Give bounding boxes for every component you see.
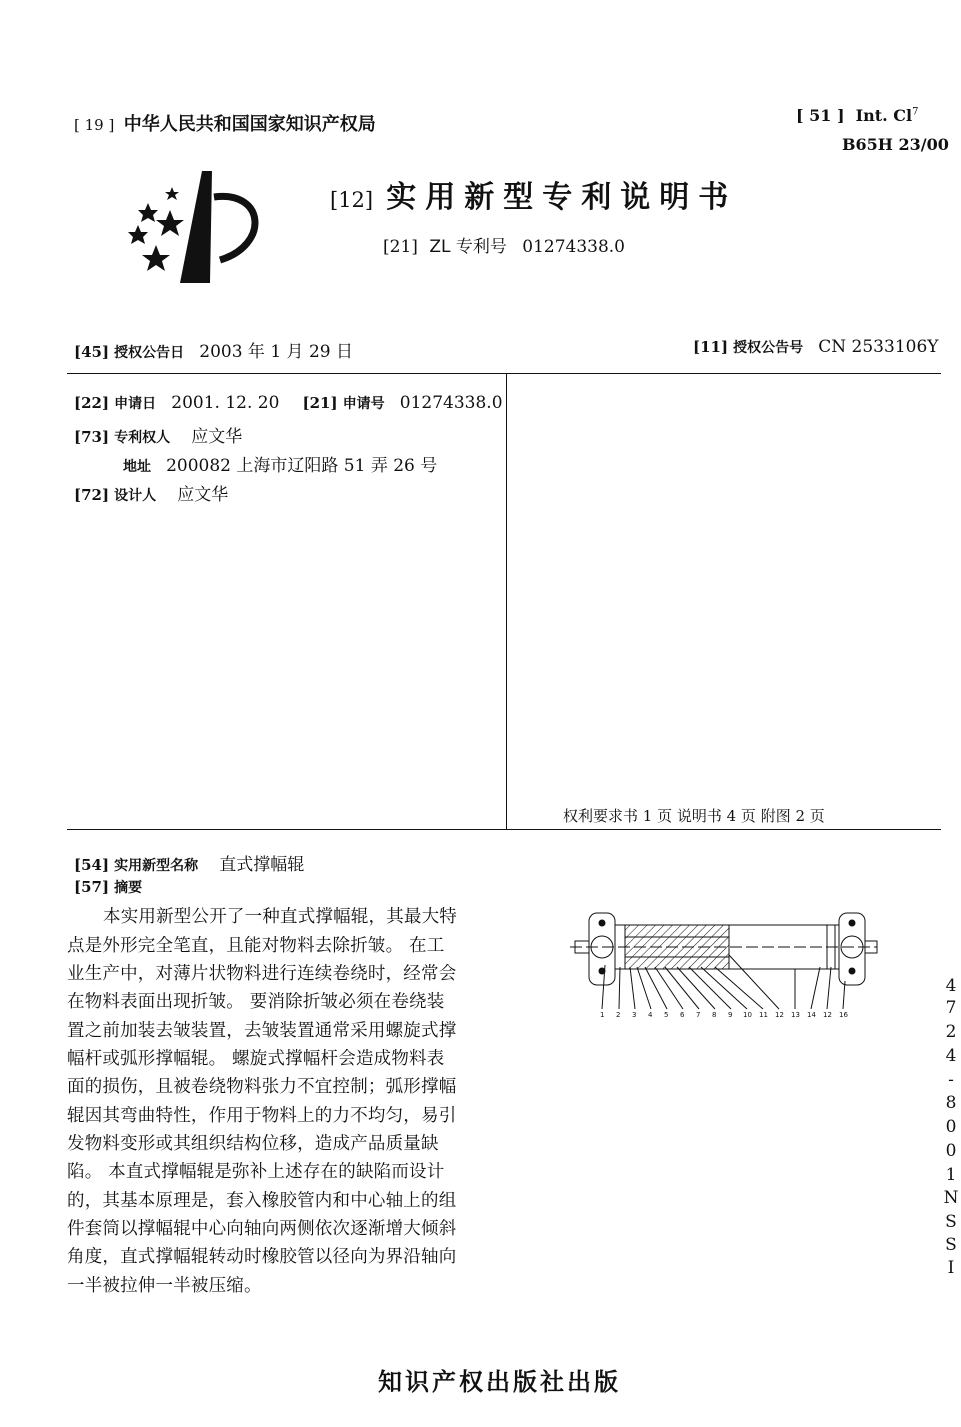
office-name: 中华人民共和国国家知识产权局	[123, 114, 376, 135]
doc-type-title: 实用新型专利说明书	[386, 180, 738, 215]
abstract-line: 在物料表面出现折皱。 要消除折皱必须在卷绕装	[67, 992, 445, 1012]
office-line	[74, 110, 376, 136]
address-line	[123, 451, 437, 476]
abstract-line: 一半被拉伸一半被压缩。	[67, 1276, 262, 1296]
intcl-sup: 7	[912, 106, 919, 118]
patent-no-label: ZL 专利号	[429, 237, 507, 257]
title-tag: [54]	[74, 856, 110, 874]
issn-char: 4	[945, 1046, 957, 1066]
leader-line	[619, 967, 620, 1009]
leader-line	[827, 967, 831, 1009]
app-value: 01274338.0	[399, 393, 503, 413]
part-label: 16	[839, 1011, 848, 1019]
sectioned-sleeves	[625, 925, 729, 969]
app-tag: [21]	[302, 394, 338, 412]
title-value: 直式撑幅辊	[219, 855, 305, 875]
part-label: 12	[775, 1011, 784, 1019]
patent-no-line	[383, 232, 625, 257]
part-label: 14	[807, 1011, 816, 1019]
right-bolt-bottom	[849, 968, 855, 974]
issn-char: I	[947, 1258, 955, 1278]
issn-char: S	[945, 1235, 957, 1255]
pub-no-value: CN 2533106Y	[818, 337, 939, 357]
issn-char: -	[948, 1070, 954, 1090]
issn-char: 4	[945, 976, 957, 996]
filing-label: 申请日	[114, 396, 157, 412]
part-label: 5	[664, 1011, 669, 1019]
abstract-tag: [57]	[74, 878, 110, 896]
owner-value: 应文华	[191, 427, 243, 447]
logo-star-1	[138, 203, 158, 222]
doc-type-tag: [12]	[330, 188, 374, 212]
publisher: 知识产权出版社出版	[378, 1368, 621, 1396]
abstract-line: 的，其基本原理是，套入橡胶管内和中心轴上的组	[67, 1191, 457, 1211]
abstract-line: 面的损伤，且被卷绕物料张力不宜控制；弧形撑幅	[67, 1077, 457, 1097]
part-label: 2	[616, 1011, 621, 1019]
grant-date-tag: [45]	[74, 343, 110, 361]
leader-line	[637, 967, 651, 1009]
issn-char: 7	[945, 998, 957, 1018]
abstract-heading	[74, 877, 152, 897]
owner-line	[74, 422, 242, 447]
part-label: 10	[743, 1011, 752, 1019]
abstract-line: 幅杆或弧形撑幅辊。 螺旋式撑幅杆会造成物料表	[67, 1049, 445, 1069]
office-tag: [ 19 ]	[74, 116, 115, 134]
title-line	[74, 850, 304, 875]
issn-char: 0	[945, 1141, 957, 1161]
issn-char: 1	[945, 1165, 957, 1185]
logo-star-2	[156, 210, 184, 236]
divider-top	[67, 373, 941, 374]
right-bolt-top	[849, 920, 855, 926]
pub-no-tag: [11]	[693, 338, 729, 356]
cnipa-logo	[120, 165, 280, 290]
part-label: 4	[648, 1011, 653, 1019]
abstract-line: 发物料变形或其组织结构位移，造成产品质量缺	[67, 1134, 439, 1154]
patent-no-tag: [21]	[383, 237, 418, 257]
abstract-label: 摘要	[114, 880, 143, 896]
grant-date-label: 授权公告日	[114, 345, 185, 361]
logo-star-4	[142, 245, 170, 271]
leader-line	[811, 967, 820, 1009]
part-label: 11	[759, 1011, 768, 1019]
issn-char: 2	[945, 1022, 957, 1042]
part-label: 12	[823, 1011, 832, 1019]
app-label: 申请号	[342, 396, 385, 412]
left-bolt-top	[599, 920, 605, 926]
issn-char: 8	[945, 1093, 957, 1113]
pub-no-line	[693, 337, 939, 357]
issn-char: S	[945, 1212, 957, 1232]
abstract-line: 业生产中，对薄片状物料进行连续卷绕时，经常会	[67, 964, 457, 984]
part-label: 3	[632, 1011, 637, 1019]
intcl-tag: [ 51 ]	[796, 106, 845, 125]
leader-line	[655, 967, 683, 1009]
abstract-line: 件套筒以撑幅辊中心向轴向两侧依次逐渐增大倾斜	[67, 1219, 457, 1239]
part-label: 7	[696, 1011, 701, 1019]
logo-star-3	[128, 225, 148, 244]
issn-char: N	[943, 1188, 959, 1208]
intcl-code: B65H 23/00	[842, 135, 949, 154]
address-value: 200082 上海市辽阳路 51 弄 26 号	[166, 456, 438, 476]
owner-label: 专利权人	[114, 430, 171, 446]
owner-tag: [73]	[74, 428, 110, 446]
intcl-label: Int. Cl	[855, 106, 913, 125]
designer-tag: [72]	[74, 486, 110, 504]
issn-char: 0	[945, 1117, 957, 1137]
leader-line	[715, 967, 763, 1009]
patent-no-value: 01274338.0	[522, 237, 625, 257]
abstract-line: 置之前加装去皱装置，去皱装置通常采用螺旋式撑	[67, 1021, 457, 1041]
page-counts: 权利要求书 1 页 说明书 4 页 附图 2 页	[563, 807, 825, 825]
filing-value: 2001. 12. 20	[171, 393, 280, 413]
doc-type-line	[330, 172, 737, 216]
title-label: 实用新型名称	[114, 858, 199, 874]
abstract-line: 辊因其弯曲特性，作用于物料上的力不均匀，易引	[67, 1106, 457, 1126]
designer-label: 设计人	[114, 488, 157, 504]
roller-drawing	[565, 905, 885, 1020]
divider-vertical	[506, 373, 507, 830]
intcl-line	[796, 106, 918, 125]
abstract-line: 陷。 本直式撑幅辊是弥补上述存在的缺陷而设计	[67, 1162, 445, 1182]
leader-line	[630, 967, 635, 1009]
leader-line	[843, 981, 845, 1009]
leader-line	[665, 967, 699, 1009]
abstract-line: 本实用新型公开了一种直式撑幅辊，其最大特	[103, 907, 457, 927]
grant-date-line	[74, 337, 353, 362]
designer-value: 应文华	[177, 485, 229, 505]
logo-star-small	[165, 187, 179, 200]
part-label: 8	[712, 1011, 717, 1019]
part-label: 6	[680, 1011, 685, 1019]
part-label: 13	[791, 1011, 800, 1019]
grant-date-value: 2003 年 1 月 29 日	[199, 342, 353, 362]
filing-tag: [22]	[74, 394, 110, 412]
designer-line	[74, 480, 228, 505]
address-label: 地址	[123, 459, 151, 475]
pub-no-label: 授权公告号	[733, 340, 804, 356]
logo-arc	[214, 196, 255, 260]
filing-line	[74, 393, 503, 413]
leader-line	[645, 967, 667, 1009]
abstract-line: 角度，直式撑幅辊转动时橡胶管以径向为界沿轴向	[67, 1247, 457, 1267]
part-label: 1	[600, 1011, 605, 1019]
divider-middle	[67, 829, 941, 830]
part-label: 9	[728, 1011, 733, 1019]
abstract-line: 点是外形完全笔直，且能对物料去除折皱。 在工	[67, 936, 445, 956]
logo-stroke	[180, 171, 212, 283]
